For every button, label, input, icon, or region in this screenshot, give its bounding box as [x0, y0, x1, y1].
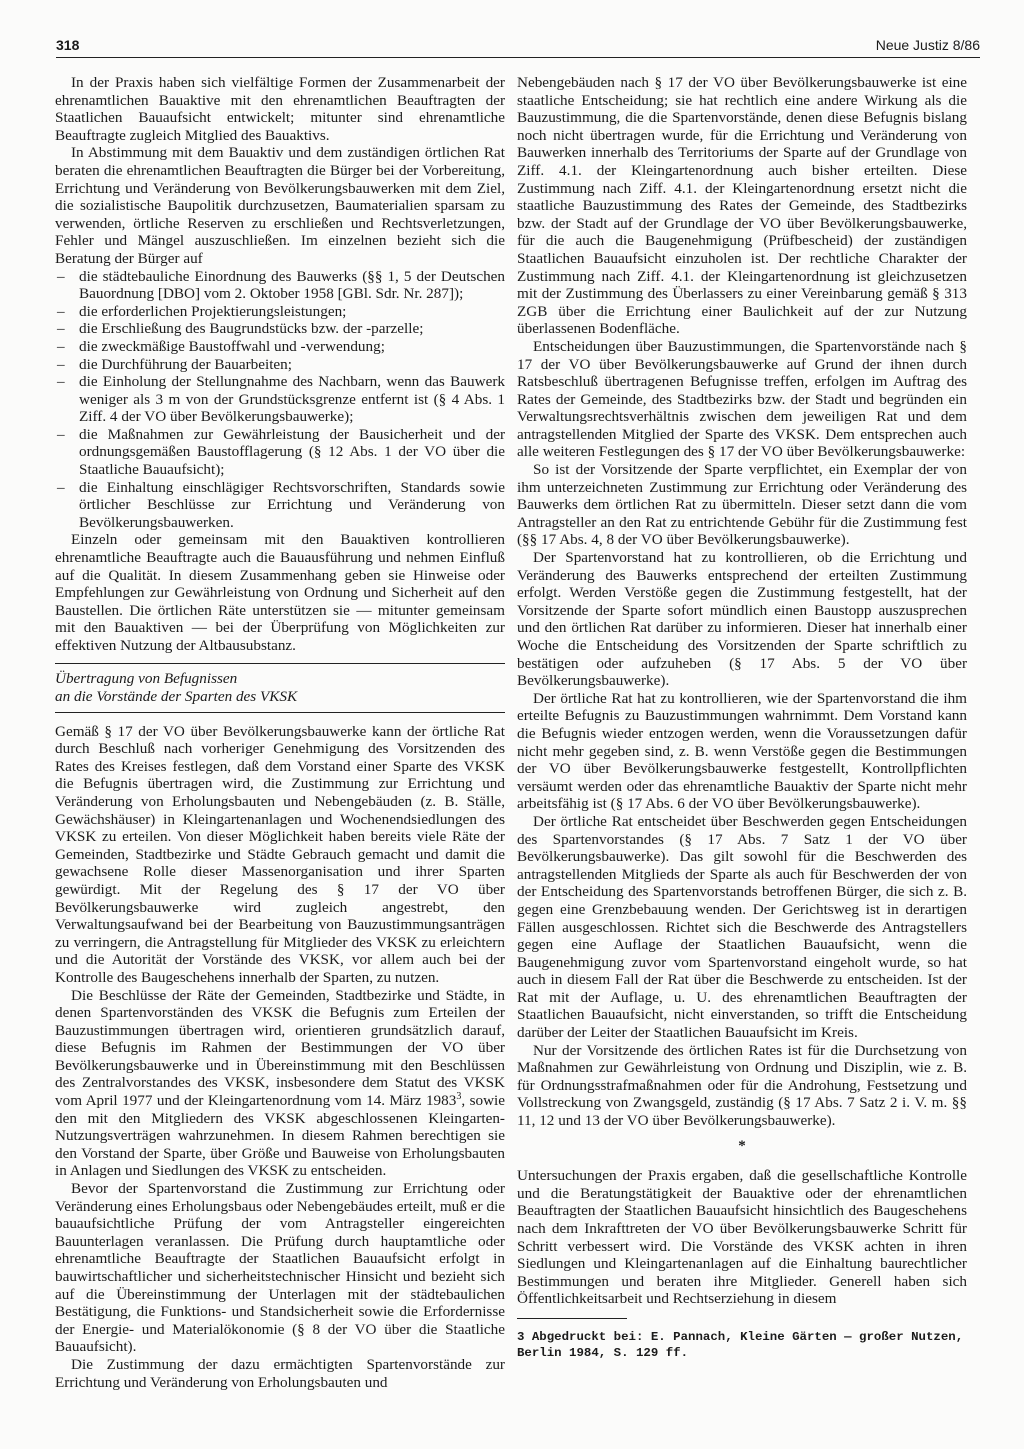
paragraph: Gemäß § 17 der VO über Bevölkerungsbauwerke kann der örtliche Rat durch Beschluß nach vorheriger Genehmigung des Vorsitzenden des Rates des Kreises festlegen, daß dem Vorstand einer Sparte des VKSK die Befugnis übertragen wird, die Zustimmung zur Errichtung und Veränderung von Erholungsbauten und Nebengebäuden (z. B. Ställe, Gewächshäuser) in Kleingartenanlagen und Wochenendsiedlungen des VKSK zu erteilen. Von dieser Möglichkeit haben bereits viele Räte der Gemeinden, Stadtbezirke und Städte Gebrauch gemacht und damit die gewachsene Rolle dieser Massenorganisation und ihrer Sparten gewürdigt. Mit der Regelung des § 17 der VO über Bevölkerungsbauwerke wird zugleich angestrebt, den Verwaltungsaufwand bei der Bearbeitung von Bauzustimmungsanträgen zu verringern, die Antragstellung für Mitglieder des VKSK zu erleichtern und die Autorität der Vorstände des VKSK, vor allem auch bei der Kontrolle des Baugeschehens innerhalb der Sparten, zu nutzen. — [55, 722, 505, 986]
paragraph: Nur der Vorsitzende des örtlichen Rates ist für die Durchsetzung von Maßnahmen zur Gewährleistung von Ordnung und Disziplin, wie z. B. für Ordnungsstrafmaßnahmen oder für die Androhung, Festsetzung und Vollstreckung von Zwangsgeld, zuständig (§ 17 Abs. 7 Satz 2 i. V. m. §§ 11, 12 und 13 der VO über Bevölkerungsbauwerke). — [517, 1041, 967, 1130]
advice-list — [55, 268, 505, 532]
list-item: – die Erschließung des Baugrundstücks bzw. der -parzelle; — [55, 320, 505, 338]
paragraph: So ist der Vorsitzende der Sparte verpflichtet, ein Exemplar der von ihm unterzeichneten Zustimmung zur Errichtung oder Veränderung des Bauwerks dem örtlichen Rat zu übermitteln. Dieser setzt dann die vom Antragsteller an den Rat zu entrichtende Gebühr für die Zustimmung fest (§§ 17 Abs. 4, 8 der VO über Bevölkerungsbauwerke). — [517, 461, 967, 549]
list-item: – die Einholung der Stellungnahme des Nachbarn, wenn das Bauwerk weniger als 3 m von der Grundstücksgrenze entfernt ist (§ 4 Abs. 1 Ziff. 4 der VO über Bevölkerungsbauwerke); — [55, 373, 505, 426]
paragraph: Untersuchungen der Praxis ergaben, daß die gesellschaftliche Kontrolle und die Beratungstätigkeit der Bauaktive oder der ehrenamtlichen Beauftragten der Staatlichen Bauaufsicht hinsichtlich des Baugeschehens nach dem Inkrafttreten der VO über Bevölkerungsbauwerke Schritt für Schritt verbessert wird. Die Vorstände des VKSK achten in ihren Siedlungen und Kleingartenanlagen auf die Einhaltung baurechtlicher Bestimmungen und beraten ihre Mitglieder. Generell haben sich Öffentlichkeitsarbeit und Rechtserziehung in diesem — [517, 1167, 967, 1308]
paragraph: Bevor der Spartenvorstand die Zustimmung zur Errichtung oder Veränderung eines Erholungsbaus oder Nebengebäudes erteilt, muß er die bauaufsichtliche Prüfung der vom Antragsteller eingereichten Bauunterlagen veranlassen. Die Prüfung durch hauptamtliche oder ehrenamtliche Beauftragte der Staatlichen Bauaufsicht erfolgt in bauwirtschaftlicher und sicherheitstechnischer Hinsicht und bezieht sich auf die Übereinstimmung der Unterlagen mit der städtebaulichen Bestätigung, die Funktions- und Standsicherheit sowie die Erfordernisse der Energie- und Materialökonomie (§ 8 der VO über die Staatliche Bauaufsicht). — [55, 1180, 505, 1356]
paragraph-text: , sowie den mit den Mitgliedern des VKSK abgeschlossenen Kleingarten-Nutzungsverträgen wahrzunehmen. In diesem Rahmen berechtigen sie den Vorstand der Sparte, über Größe und Bauweise von Erholungsbauten in Anlagen und Siedlungen des VKSK zu entscheiden. — [55, 1092, 506, 1180]
paragraph: Einzeln oder gemeinsam mit den Bauaktiven kontrollieren ehrenamtliche Beauftragte auch die Bauausführung und nehmen Einfluß auf die Qualität. In diesem Zusammenhang geben sie Hinweise oder Empfehlungen zur Gewährleistung von Ordnung und Sicherheit auf den Baustellen. Die örtlichen Räte unterstützen sie — mitunter gemeinsam mit den Bauaktiven — bei der Überprüfung von Möglichkeiten zur effektiven Nutzung der Altbausubstanz. — [55, 531, 505, 654]
footnote-rule — [517, 1318, 627, 1319]
right-column — [517, 74, 967, 1361]
section-separator-asterisk: * — [738, 1137, 746, 1154]
footnote: 3 Abgedruckt bei: E. Pannach, Kleine Gärten — großer Nutzen, Berlin 1984, S. 129 ff. — [517, 1329, 964, 1360]
page-number: 318 — [56, 37, 80, 53]
paragraph: Der örtliche Rat entscheidet über Beschwerden gegen Entscheidungen des Spartenvorstandes (§ 17 Abs. 7 Satz 1 der VO über Bevölkerungsbauwerke). Das gilt sowohl für die Beschwerden des antragstellenden Mitglieds der Sparte als auch für Beschwerden der von der Entscheidung des Spartenvorstands betroffenen Bürger, die sich z. B. gegen eine Grenzbebauung wenden. Der Gerichtsweg ist in derartigen Fällen ausgeschlossen. Richtet sich die Beschwerde des Antragstellers gegen eine Auflage der Staatlichen Bauaufsicht, wenn die Baugenehmigung zuvor vom Spartenvorstand eingeholt wurde, so hat auch in diesem Fall der Rat über die Beschwerde zu entscheiden. Ist der Rat mit der Auflage, u. U. des ehrenamtlichen Beauftragten der Staatlichen Bauaufsicht, nicht einverstanden, so trifft die Entscheidung darüber der Leiter der Staatlichen Bauaufsicht im Kreis. — [517, 812, 967, 1042]
header-rule — [56, 57, 980, 58]
paragraph: In der Praxis haben sich vielfältige Formen der Zusammenarbeit der ehrenamtlichen Bauaktive mit den ehrenamtlichen Beauftragten der Staatlichen Bauaufsicht entwickelt; mitunter sind ehrenamtliche Beauftragte zugleich Mitglied des Bauaktivs. — [55, 74, 505, 144]
list-item: – die Durchführung der Bauarbeiten; — [55, 356, 505, 374]
section-heading — [55, 663, 505, 713]
paragraph: Der örtliche Rat hat zu kontrollieren, wie der Spartenvorstand die ihm erteilte Befugnis zu Bauzustimmungen wahrnimmt. Dem Vorstand kann die Befugnis wieder entzogen werden, wenn die Voraussetzungen dafür nicht mehr gegeben sind, z. B. wenn Verstöße gegen die Bestimmungen der VO über Bevölkerungsbauwerke festgestellt, Kontrollpflichten versäumt werden oder das ehrenamtliche Bauaktiv der Sparte nicht mehr arbeitsfähig ist (§ 17 Abs. 6 der VO über Bevölkerungsbauwerke). — [517, 689, 967, 813]
left-column — [55, 74, 505, 1391]
paragraph: In Abstimmung mit dem Bauaktiv und dem zuständigen örtlichen Rat beraten die ehrenamtlichen Beauftragten die Bürger bei der Vorbereitung, Errichtung und Veränderung von Bevölkerungsbauwerken mit dem Ziel, die sozialistische Baupolitik durchzusetzen, Baumaterialien sparsam zu verwenden, örtliche Reserven zu erschließen und Rechtsverletzungen, Fehler und Mängel auszuschließen. Im einzelnen bezieht sich die Beratung der Bürger auf — [55, 144, 505, 267]
page-header — [56, 37, 980, 59]
list-item: – die städtebauliche Einordnung des Bauwerks (§§ 1, 5 der Deutschen Bauordnung [DBO] vom 2. Oktober 1958 [GBl. Sdr. Nr. 287]); — [55, 268, 505, 303]
paragraph: Entscheidungen über Bauzustimmungen, die Spartenvorstände nach § 17 der VO über Bevölkerungsbauwerke auf Grund der ihnen durch Ratsbeschluß übertragenen Befugnisse treffen, erfolgen im Auftrag des Rates der Gemeinde, des Stadtbezirks bzw. der Stadt und begründen ein Verwaltungsrechtsverhältnis zwischen dem jeweiligen Rat und dem antragstellenden Mitglied der Sparte des VKSK. Dem entsprechen auch alle weiteren Festlegungen des § 17 der VO über Bevölkerungsbauwerke: — [517, 337, 967, 461]
paragraph: Nebengebäuden nach § 17 der VO über Bevölkerungsbauwerke ist eine staatliche Entscheidung; sie hat rechtlich eine andere Wirkung als die Bauzustimmung, die die Spartenvorstände, denen diese Befugnis bislang noch nicht übertragen wurde, für die Errichtung und Veränderung von Bauwerken innerhalb des Territoriums der Sparte auf der Grundlage von Ziff. 4.1. der Kleingartenordnung auch bisher erteilten. Diese Zustimmung nach Ziff. 4.1. der Kleingartenordnung ersetzt nicht die staatliche Bauzustimmung des Rates der Gemeinde, des Stadtbezirks bzw. der Stadt auf der Grundlage der VO über Bevölkerungsbauwerke, für die auch die Baugenehmigung (Prüfbescheid) der zuständigen Staatlichen Bauaufsicht einzuholen ist. Der rechtliche Charakter der Zustimmung nach Ziff. 4.1. der Kleingartenordnung ist gleichzusetzen mit der Zustimmung des Überlassers zu einer Vereinbarung gemäß § 313 ZGB über die Errichtung einer Baulichkeit auf der zur Nutzung überlassenen Bodenfläche. — [517, 74, 967, 338]
list-item: – die erforderlichen Projektierungsleistungen; — [55, 303, 505, 321]
paragraph-with-footnote — [55, 987, 505, 1181]
paragraph-text: Die Beschlüsse der Räte der Gemeinden, Stadtbezirke und Städte, in denen Spartenvorständen des VKSK die Befugnis zum Erteilen der Bauzustimmungen übertragen wird, orientieren grundsätzlich darauf, diese Befugnis im Rahmen der Bestimmungen der VO über Bevölkerungsbauwerke und in Übereinstimmung mit den Beschlüssen des Zentralvorstandes des VKSK, insbesondere dem Statut des VKSK vom April 1977 und der Kleingartenordnung vom 14. März 1983 — [55, 986, 505, 1110]
journal-title: Neue Justiz 8/86 — [875, 37, 980, 53]
paragraph: Der Spartenvorstand hat zu kontrollieren, ob die Errichtung und Veränderung des Bauwerks entsprechend der erteilten Zustimmung erfolgt. Werden Verstöße gegen die Zustimmung festgestellt, hat der Vorsitzende der Sparte sofort mündlich einen Baustopp auszusprechen und den örtlichen Rat darüber zu informieren. Dieser hat innerhalb einer Woche die Entscheidung des Vorsitzenden der Sparte schriftlich zu bestätigen oder aufzuheben (§ 17 Abs. 5 der VO über Bevölkerungsbauwerke). — [517, 549, 967, 690]
footnote-marker: 3 — [456, 1091, 462, 1102]
paragraph: Die Zustimmung der dazu ermächtigten Spartenvorstände zur Errichtung und Veränderung von Erholungsbauten und — [55, 1355, 505, 1391]
section-heading-line: an die Vorstände der Sparten des VKSK — [55, 687, 298, 705]
list-item: – die zweckmäßige Baustoffwahl und -verwendung; — [55, 338, 505, 356]
list-item: – die Einhaltung einschlägiger Rechtsvorschriften, Standards sowie örtlicher Beschlüsse zur Errichtung und Veränderung von Bevölkerungsbauwerken. — [55, 479, 505, 532]
section-heading-line: Übertragung von Befugnissen — [55, 669, 238, 687]
list-item: – die Maßnahmen zur Gewährleistung der Bausicherheit und der ordnungsgemäßen Baustofflagerung (§ 12 Abs. 1 der VO über die Staatliche Bauaufsicht); — [55, 426, 505, 479]
